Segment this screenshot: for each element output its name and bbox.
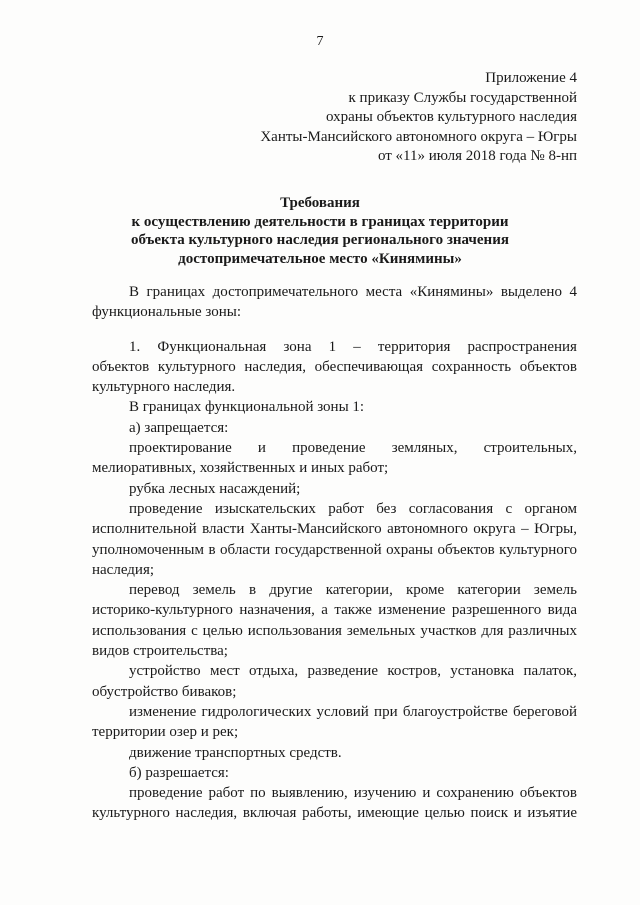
title-line: объекта культурного наследия регионального значения [131, 232, 509, 248]
header-line: от «11» июля 2018 года № 8-нп [377, 148, 577, 164]
zone1-word: территория [377, 338, 451, 355]
zone1-word: 1. [129, 338, 141, 355]
title-line: к осуществлению деятельности в границах территории [131, 213, 509, 230]
appendix-header [157, 69, 577, 167]
header-line: Приложение 4 [485, 70, 577, 86]
rest-places-line: обустройство биваков; [92, 683, 237, 700]
design-word: и [257, 440, 266, 457]
zone1-word: распространения [467, 338, 577, 355]
transfer-line: использования с целью использования земельных участков для различных [92, 622, 577, 639]
design-word: строительных, [483, 440, 577, 457]
transfer-line: видов строительства; [92, 643, 228, 660]
allowed-label: б) разрешается: [129, 764, 229, 781]
transport-item: движение транспортных средств. [129, 744, 342, 761]
design-word: проектирование [129, 440, 232, 457]
zone1-line: культурного наследия. [92, 379, 236, 396]
zone1-within: В границах функциональной зоны 1: [129, 399, 365, 416]
design-word: земляных, [391, 440, 458, 457]
works-line: культурного наследия, включая работы, имеющие целью поиск и изъятие [92, 805, 577, 822]
survey-line: исполнительной власти Ханты-Мансийского автономного округа – Югры, [92, 521, 577, 538]
design-line [92, 438, 577, 458]
survey-line: проведение изыскательских работ без согласования с органом [129, 500, 577, 517]
zone1-heading-line [92, 337, 577, 357]
design-word: проведение [292, 440, 366, 457]
transfer-line: перевод земель в другие категории, кроме категории земель [129, 582, 577, 599]
header-line: охраны объектов культурного наследия [325, 109, 577, 125]
title-line: достопримечательное место «Кинямины» [178, 250, 462, 267]
zone1-word: – [353, 338, 361, 355]
header-line: к приказу Службы государственной [348, 89, 577, 106]
document-title [0, 194, 640, 268]
header-line: Ханты-Мансийского автономного округа – Югры [260, 128, 577, 145]
document-body [92, 282, 577, 824]
survey-line: уполномоченным в области государственной охраны объектов культурного [92, 541, 577, 558]
page-number: 7 [316, 34, 324, 49]
zone1-line: объектов культурного наследия, обеспечивающая сохранность объектов [92, 358, 577, 375]
hydro-line: изменение гидрологических условий при благоустройстве береговой [129, 703, 577, 720]
survey-line: наследия; [92, 561, 155, 578]
felling-item: рубка лесных насаждений; [129, 480, 301, 497]
title-line: Требования [280, 195, 360, 211]
hydro-line: территории озер и рек; [92, 724, 239, 741]
prohibited-label: а) запрещается: [129, 419, 229, 436]
intro-line: функциональные зоны: [92, 304, 241, 321]
zone1-word: 1 [328, 338, 337, 355]
design-line: мелиоративных, хозяйственных и иных работ; [92, 460, 389, 477]
transfer-line: историко-культурного назначения, а также изменение разрешенного вида [92, 602, 577, 619]
zone1-word: зона [283, 338, 312, 355]
zone1-word: Функциональная [157, 338, 267, 355]
rest-places-line: устройство мест отдыха, разведение костров, установка палаток, [129, 663, 577, 680]
intro-line: В границах достопримечательного места «Кинямины» выделено 4 [129, 284, 577, 300]
works-line: проведение работ по выявлению, изучению и сохранению объектов [129, 785, 577, 802]
